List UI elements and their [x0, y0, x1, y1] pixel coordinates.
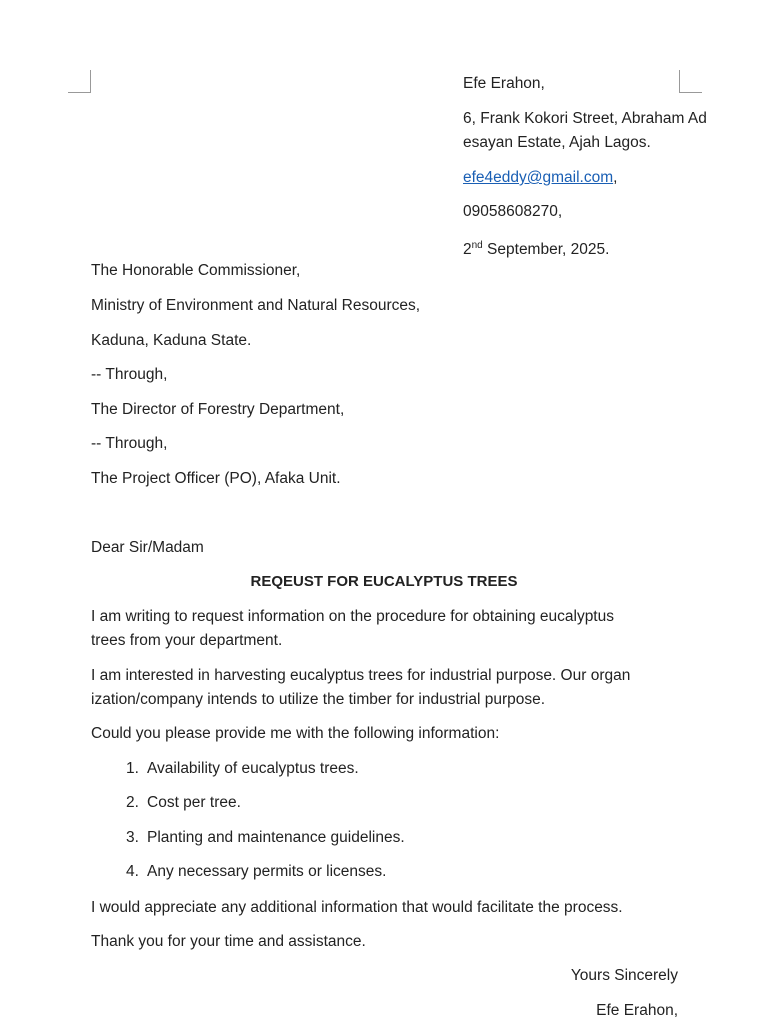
recipient-line: The Project Officer (PO), Afaka Unit.: [91, 470, 341, 487]
signature-name: Efe Erahon,: [596, 1002, 678, 1019]
sender-email-line: [463, 167, 617, 189]
list-number: 4.: [126, 863, 139, 880]
body-paragraph-2-line-2: ization/company intends to utilize the timber for industrial purpose.: [91, 691, 546, 708]
date-day: 2: [463, 241, 472, 258]
sender-address-line2: esayan Estate, Ajah Lagos.: [463, 134, 651, 151]
body-paragraph-1-line-1: I am writing to request information on the procedure for obtaining eucalyptus: [91, 608, 614, 625]
list-item: [126, 827, 405, 849]
recipient-line: Ministry of Environment and Natural Resources,: [91, 297, 421, 314]
body-paragraph-4: I would appreciate any additional information that would facilitate the process.: [91, 899, 623, 916]
list-item: [126, 792, 241, 814]
letter-subject: REQEUST FOR EUCALYPTUS TREES: [250, 573, 518, 590]
valediction: Yours Sincerely: [570, 967, 678, 984]
salutation: Dear Sir/Madam: [91, 539, 204, 556]
letter-date: [463, 235, 609, 261]
list-text: Planting and maintenance guidelines.: [147, 829, 405, 846]
list-text: Any necessary permits or licenses.: [147, 863, 387, 880]
list-item: [126, 758, 359, 780]
sender-address-line1: 6, Frank Kokori Street, Abraham Ad: [463, 110, 707, 127]
recipient-line: The Honorable Commissioner,: [91, 262, 301, 279]
recipient-line: -- Through,: [91, 366, 168, 383]
sender-phone: 09058608270,: [463, 203, 563, 220]
margin-corner-top-right: [679, 70, 702, 93]
body-paragraph-2-line-1: I am interested in harvesting eucalyptus trees for industrial purpose. Our organ: [91, 667, 631, 684]
body-paragraph-5: Thank you for your time and assistance.: [91, 933, 366, 950]
list-number: 2.: [126, 794, 139, 811]
list-item: [126, 861, 386, 883]
sender-name: Efe Erahon,: [463, 75, 545, 92]
list-number: 1.: [126, 760, 139, 777]
sender-email-link[interactable]: efe4eddy@gmail.com: [463, 169, 614, 186]
list-text: Cost per tree.: [147, 794, 241, 811]
body-paragraph-3: Could you please provide me with the following information:: [91, 725, 500, 742]
margin-corner-top-left: [68, 70, 91, 93]
recipient-line: The Director of Forestry Department,: [91, 401, 345, 418]
recipient-line: Kaduna, Kaduna State.: [91, 332, 252, 349]
date-rest: September, 2025.: [482, 241, 610, 258]
recipient-line: -- Through,: [91, 435, 168, 452]
list-number: 3.: [126, 829, 139, 846]
date-suffix: nd: [471, 240, 483, 251]
sender-email-trail: ,: [613, 169, 618, 186]
body-paragraph-1-line-2: trees from your department.: [91, 632, 283, 649]
list-text: Availability of eucalyptus trees.: [147, 760, 359, 777]
